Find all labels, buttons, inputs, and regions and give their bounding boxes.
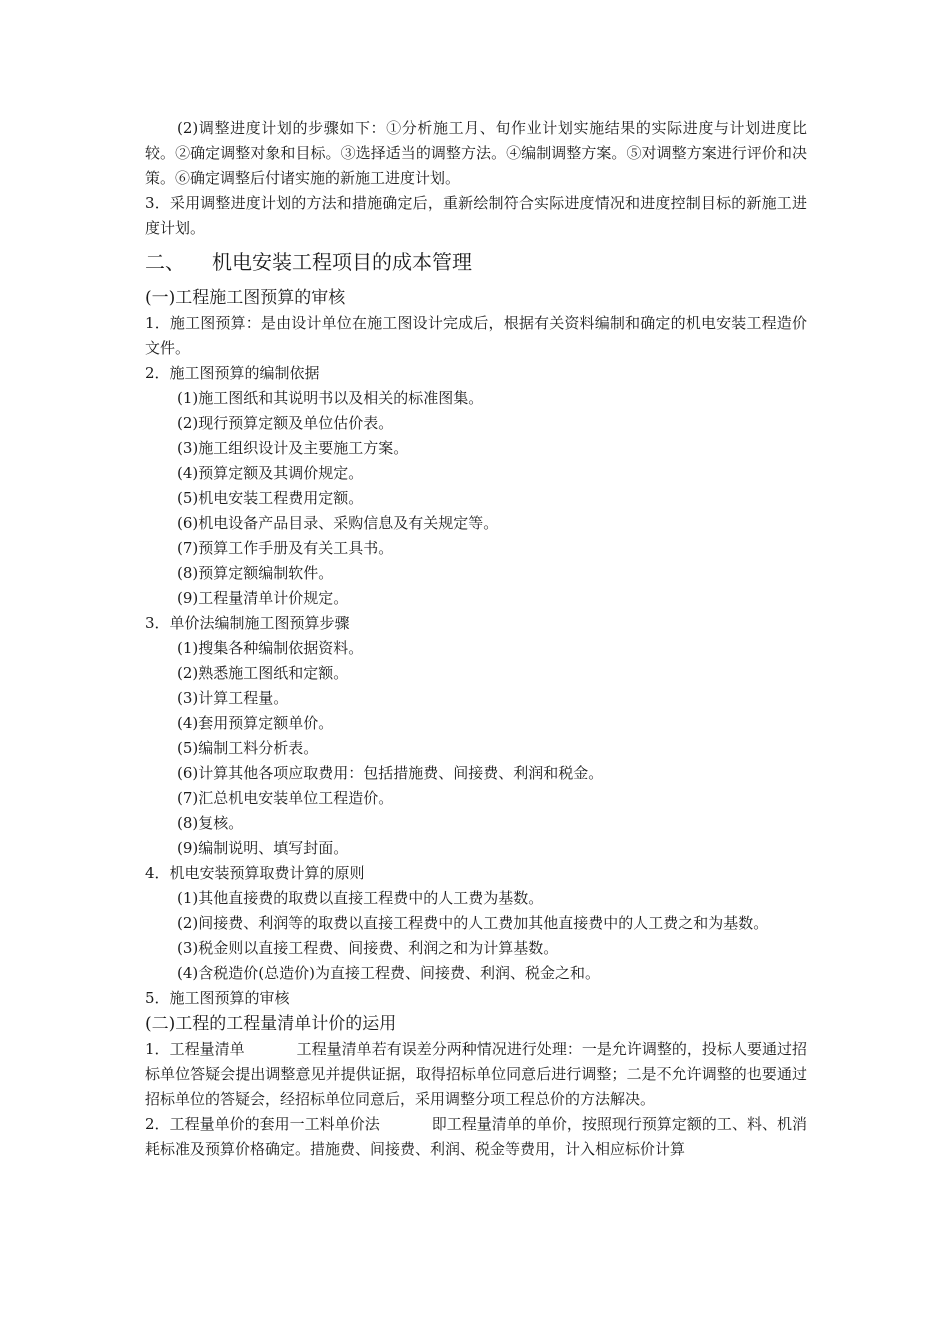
paragraph-bill-of-quantities xyxy=(145,1037,807,1112)
list-item: (2)现行预算定额及单位估价表。 xyxy=(177,414,394,432)
list-item: (1)其他直接费的取费以直接工程费中的人工费为基数。 xyxy=(177,889,544,907)
paragraph-basis-heading: 2．施工图预算的编制依据 xyxy=(145,364,320,382)
paragraph-redraw-plan: 3．采用调整进度计划的方法和措施确定后，重新绘制符合实际进度情况和进度控制目标的新施工进度计划。 xyxy=(145,194,807,237)
section-title: 机电安装工程项目的成本管理 xyxy=(212,250,472,274)
list-item: (9)工程量清单计价规定。 xyxy=(177,589,349,607)
list-item: (9)编制说明、填写封面。 xyxy=(177,839,349,857)
section-number: 二、 xyxy=(145,250,185,274)
inline-label: 2．工程量单价的套用一工料单价法 xyxy=(145,1115,380,1133)
document-page xyxy=(145,116,807,1162)
list-item: (8)预算定额编制软件。 xyxy=(177,564,334,582)
steps-list xyxy=(145,636,807,861)
list-item: (6)机电设备产品目录、采购信息及有关规定等。 xyxy=(177,514,499,532)
list-item: (3)施工组织设计及主要施工方案。 xyxy=(177,439,409,457)
inline-text: 即工程量清单的单价，按照现行预算定额的工、料、机消耗标准及预算价格确定。措施费、间接费、利润、税金等费用，计入相应标价计算 xyxy=(145,1115,807,1158)
inline-text: 工程量清单若有误差分两种情况进行处理：一是允许调整的，投标人要通过招标单位答疑会提出调整意见并提供证据，取得招标单位同意后进行调整；二是不允许调整的也要通过招标单位的答疑会，经招标单位同意后，采用调整分项工程总价的方法解决。 xyxy=(145,1040,807,1108)
list-item: (2)熟悉施工图纸和定额。 xyxy=(177,664,349,682)
list-item: (8)复核。 xyxy=(177,814,244,832)
list-item: (4)套用预算定额单价。 xyxy=(177,714,334,732)
paragraph-adjust-steps: (2)调整进度计划的步骤如下：①分析施工月、旬作业计划实施结果的实际进度与计划进度比较。②确定调整对象和目标。③选择适当的调整方法。④编制调整方案。⑤对调整方案进行评价和决策。⑥确定调整后付诸实施的新施工进度计划。 xyxy=(145,119,807,187)
list-item: (3)计算工程量。 xyxy=(177,689,289,707)
list-item: (4)预算定额及其调价规定。 xyxy=(177,464,364,482)
list-item: (1)搜集各种编制依据资料。 xyxy=(177,639,364,657)
list-item: (7)预算工作手册及有关工具书。 xyxy=(177,539,394,557)
list-item: (5)机电安装工程费用定额。 xyxy=(177,489,364,507)
list-item: (3)税金则以直接工程费、间接费、利润之和为计算基数。 xyxy=(177,939,559,957)
paragraph-budget-definition: 1．施工图预算：是由设计单位在施工图设计完成后，根据有关资料编制和确定的机电安装工程造价文件。 xyxy=(145,314,807,357)
subsection-heading-1: (一)工程施工图预算的审核 xyxy=(145,288,346,308)
list-item: (2)间接费、利润等的取费以直接工程费中的人工费加其他直接费中的人工费之和为基数。 xyxy=(177,914,769,932)
paragraph-steps-heading: 3．单价法编制施工图预算步骤 xyxy=(145,614,350,632)
paragraph-fee-rules-heading: 4．机电安装预算取费计算的原则 xyxy=(145,864,365,882)
list-item: (6)计算其他各项应取费用：包括措施费、间接费、利润和税金。 xyxy=(177,764,604,782)
subsection-heading-2: (二)工程的工程量清单计价的运用 xyxy=(145,1014,397,1034)
list-item: (1)施工图纸和其说明书以及相关的标准图集。 xyxy=(177,389,484,407)
inline-label: 1．工程量清单 xyxy=(145,1040,245,1058)
list-item: (5)编制工料分析表。 xyxy=(177,739,319,757)
paragraph-review-heading: 5．施工图预算的审核 xyxy=(145,989,290,1007)
paragraph-unit-price xyxy=(145,1112,807,1162)
list-item: (4)含税造价(总造价)为直接工程费、间接费、利润、税金之和。 xyxy=(177,964,600,982)
list-item: (7)汇总机电安装单位工程造价。 xyxy=(177,789,394,807)
basis-list xyxy=(145,386,807,611)
section-heading xyxy=(145,248,807,276)
